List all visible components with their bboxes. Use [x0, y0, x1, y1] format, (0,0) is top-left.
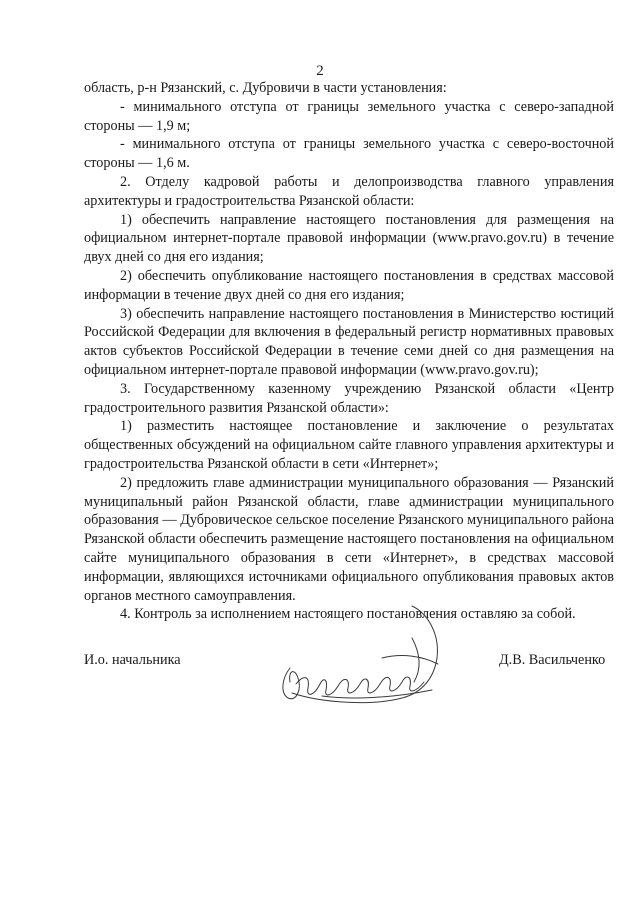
- document-body: [84, 79, 614, 624]
- paragraph: 1) разместить настоящее постановление и заключение о результатах общественных обсуждений на официальном сайте главного управления архитектуры и градостроительства Рязанской области в сети «Интернет»;: [84, 418, 614, 472]
- paragraph: - минимального отступа от границы земельного участка с северо-восточной стороны — 1,6 м.: [84, 136, 614, 172]
- paragraph: 2) предложить главе администрации муниципального образования — Рязанский муниципальный район Рязанской области, главе администрации муниципального образования — Дубровическое сельское поселение Рязанского муниципального района Рязанской области обеспечить размещение настоящего постановления на официальном сайте муниципального образования в сети «Интернет», в средствах массовой информации, являющихся источниками официального опубликования правовых актов органов местного самоуправления.: [84, 474, 614, 604]
- paragraph: - минимального отступа от границы земельного участка с северо-западной стороны — 1,9 м;: [84, 98, 614, 134]
- handwritten-signature: [262, 598, 482, 718]
- page-number: 2: [316, 63, 324, 79]
- paragraph: 1) обеспечить направление настоящего постановления для размещения на официальном интернет-портале правовой информации (www.pravo.gov.ru) в течение двух дней со дня его издания;: [84, 211, 614, 266]
- signatory-position: И.о. начальника: [84, 652, 181, 668]
- signatory-name: Д.В. Васильченко: [499, 652, 606, 668]
- paragraph: область, р-н Рязанский, с. Дубровичи в части установления:: [84, 80, 447, 96]
- paragraph: 3) обеспечить направление настоящего постановления в Министерство юстиций Российской Федерации для включения в федеральный регистр нормативных правовых актов субъектов Российской Федерации в течение семи дней со дня размещения на официальном интернет-портале правовой информации (www.pravo.gov.ru);: [84, 305, 614, 378]
- paragraph: 2. Отделу кадровой работы и делопроизводства главного управления архитектуры и градостроительства Рязанской области:: [84, 173, 614, 209]
- paragraph: 2) обеспечить опубликование настоящего постановления в средствах массовой информации в течение двух дней со дня его издания;: [84, 267, 614, 303]
- paragraph: 4. Контроль за исполнением настоящего постановления оставляю за собой.: [120, 606, 576, 623]
- paragraph: 3. Государственному казенному учреждению Рязанской области «Центр градостроительного развития Рязанской области»:: [84, 380, 614, 416]
